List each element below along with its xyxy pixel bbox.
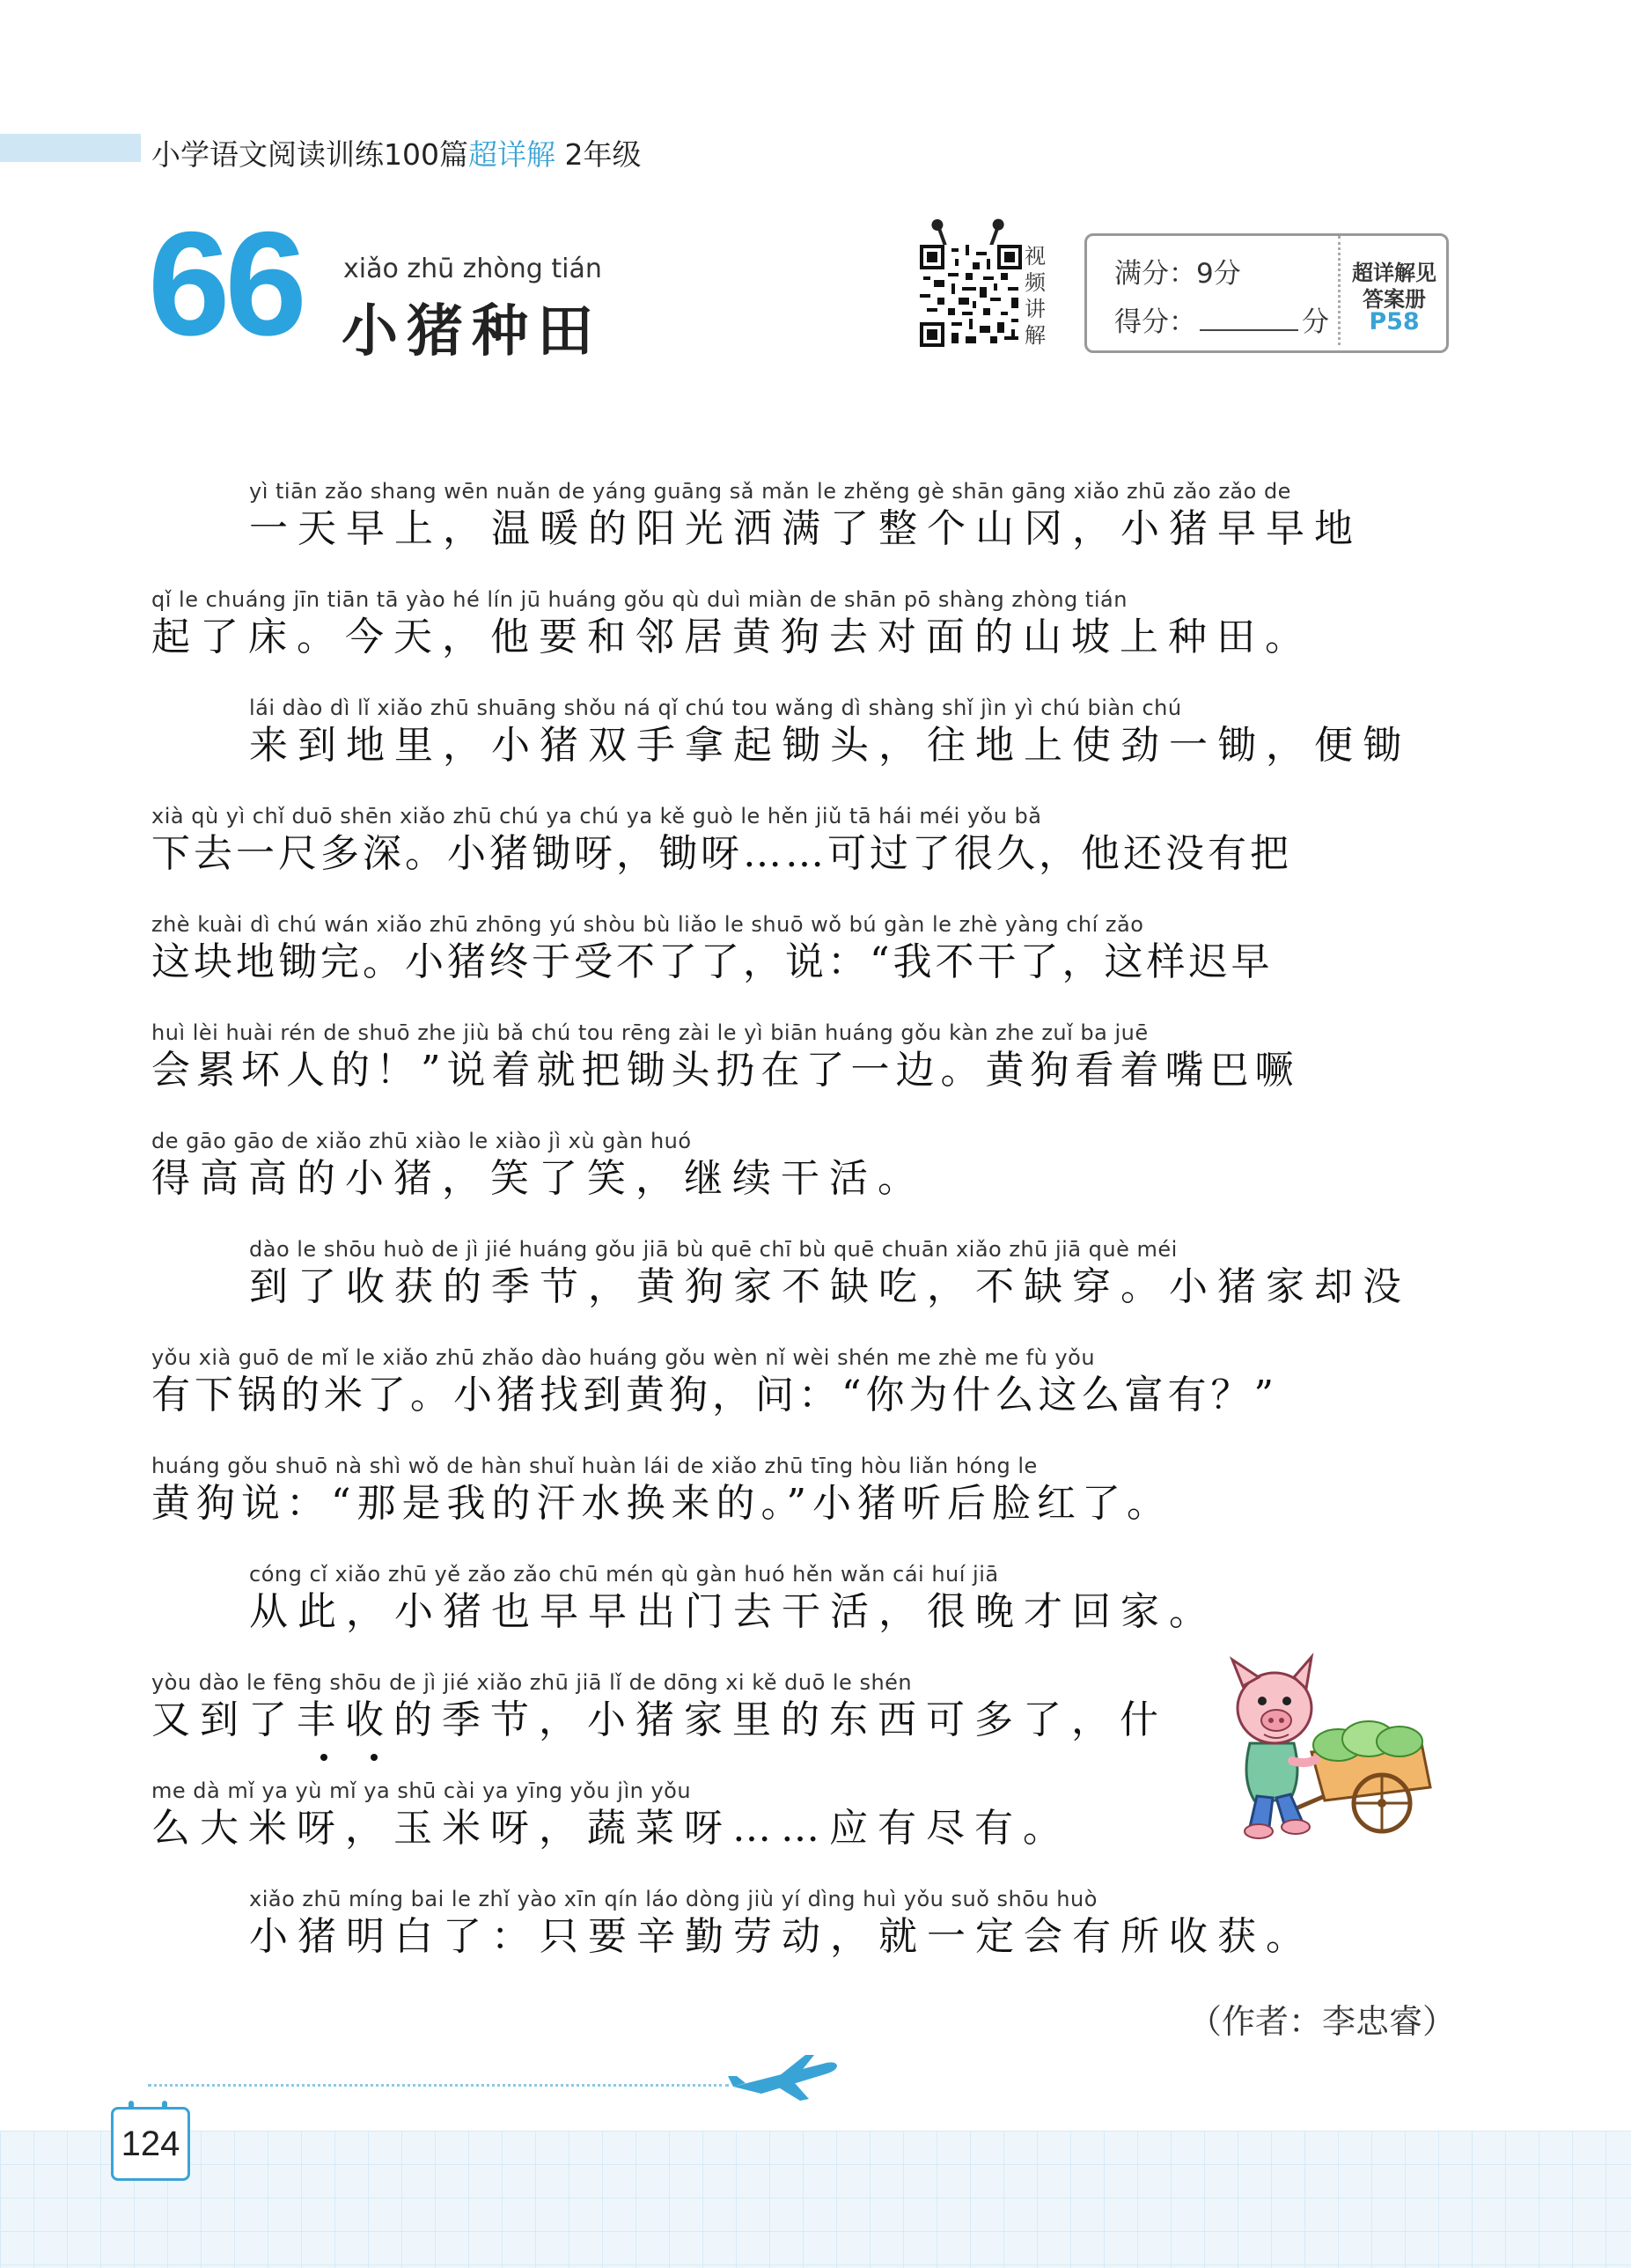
pinyin-line: cóng cǐ xiǎo zhū yě zǎo zǎo chū mén qù gàn huó hěn wǎn cái huí jiā bbox=[249, 1562, 999, 1587]
score-label: 得分： bbox=[1114, 306, 1196, 338]
hanzi-line: 到了收获的季节，黄狗家不缺吃，不缺穿。小猪家却没 bbox=[249, 1264, 1411, 1309]
emphasis-dot bbox=[371, 1754, 378, 1761]
score-blank[interactable] bbox=[1200, 308, 1298, 331]
hanzi-line: 这块地锄完。小猪终于受不了了，说：“我不干了，这样迟早 bbox=[151, 939, 1274, 984]
text-line bbox=[249, 478, 1363, 554]
hanzi-line: 一天早上，温暖的阳光洒满了整个山冈，小猪早早地 bbox=[249, 506, 1363, 551]
answer-ref-line1: 超详解见 bbox=[1352, 261, 1436, 285]
hanzi-line: 黄狗说：“那是我的汗水换来的。”小猪听后脸红了。 bbox=[151, 1481, 1172, 1526]
title-pinyin: xiǎo zhū zhòng tián bbox=[343, 254, 602, 284]
pinyin-line: yòu dào le fēng shōu de jì jié xiǎo zhū jiā lǐ de dōng xi kě duō le shén bbox=[151, 1670, 913, 1695]
qr-label bbox=[1025, 243, 1051, 349]
hanzi-line: 有下锅的米了。小猪找到黄狗，问：“你为什么这么富有？” bbox=[151, 1373, 1278, 1418]
airplane-icon bbox=[726, 2051, 841, 2104]
hanzi-line: 又到了丰收的季节，小猪家里的东西可多了，什 bbox=[151, 1697, 1168, 1742]
hanzi-line: 会累坏人的！”说着就把锄头扔在了一边。黄狗看着嘴巴噘 bbox=[151, 1048, 1300, 1093]
pinyin-line: yì tiān zǎo shang wēn nuǎn de yáng guāng sǎ mǎn le zhěng gè shān gāng xiǎo zhū zǎo zǎo de bbox=[249, 479, 1291, 504]
pinyin-line: xià qù yì chǐ duō shēn xiǎo zhū chú ya chú ya kě guò le hěn jiǔ tā hái méi yǒu bǎ bbox=[151, 804, 1042, 828]
pinyin-line: huáng gǒu shuō nà shì wǒ de hàn shuǐ huàn lái de xiǎo zhū tīng hòu liǎn hóng le bbox=[151, 1454, 1038, 1478]
pinyin-line: me dà mǐ ya yù mǐ ya shū cài ya yīng yǒu jìn yǒu bbox=[151, 1778, 692, 1803]
header-bar bbox=[0, 134, 141, 162]
text-line bbox=[151, 803, 1292, 879]
score-unit: 分 bbox=[1302, 306, 1329, 338]
text-line bbox=[249, 1886, 1314, 1962]
full-score: 满分：9分 bbox=[1114, 258, 1241, 290]
text-line bbox=[249, 695, 1411, 770]
text-line bbox=[151, 1020, 1300, 1095]
qr-label-char: 解 bbox=[1025, 323, 1046, 348]
pinyin-line: qǐ le chuáng jīn tiān tā yào hé lín jū huáng gǒu qù duì miàn de shān pō shàng zhòng tián bbox=[151, 587, 1128, 612]
text-line bbox=[151, 1778, 1071, 1853]
book-header bbox=[151, 132, 642, 173]
dotted-divider bbox=[148, 2084, 729, 2087]
hanzi-line: 从此，小猪也早早出门去干活，很晚才回家。 bbox=[249, 1589, 1217, 1634]
pinyin-line: lái dào dì lǐ xiǎo zhū shuāng shǒu ná qǐ chú tou wǎng dì shàng shǐ jìn yì chú biàn chú bbox=[249, 696, 1182, 720]
pinyin-line: yǒu xià guō de mǐ le xiǎo zhū zhǎo dào huáng gǒu wèn nǐ wèi shén me zhè me fù yǒu bbox=[151, 1345, 1096, 1370]
grade-label: 2年级 bbox=[564, 137, 642, 172]
text-line bbox=[249, 1236, 1411, 1312]
pinyin-line: zhè kuài dì chú wán xiǎo zhū zhōng yú shòu bù liǎo le shuō wǒ bú gàn le zhè yàng chí zǎo bbox=[151, 912, 1144, 937]
hanzi-line: 么大米呀，玉米呀，蔬菜呀……应有尽有。 bbox=[151, 1806, 1071, 1851]
pig-with-cart-illustration bbox=[1206, 1646, 1452, 1849]
qr-label-char: 讲 bbox=[1025, 297, 1046, 321]
answer-page: P58 bbox=[1369, 308, 1420, 335]
lesson-title: 小猪种田 bbox=[342, 299, 602, 364]
hanzi-line: 得高高的小猪，笑了笑，继续干活。 bbox=[151, 1156, 926, 1201]
page-number: 124 bbox=[111, 2107, 190, 2181]
text-line bbox=[151, 1453, 1172, 1528]
pinyin-line: dào le shōu huò de jì jié huáng gǒu jiā bù quē chī bù quē chuān xiǎo zhū jiā què méi bbox=[249, 1237, 1178, 1262]
hanzi-line: 来到地里，小猪双手拿起锄头，往地上使劲一锄，便锄 bbox=[249, 723, 1411, 768]
lesson-number: 66 bbox=[148, 201, 302, 366]
hanzi-line: 下去一尺多深。小猪锄呀，锄呀……可过了很久，他还没有把 bbox=[151, 831, 1292, 876]
text-line bbox=[151, 586, 1313, 662]
pinyin-line: huì lèi huài rén de shuō zhe jiù bǎ chú tou rēng zài le yì biān huáng gǒu kàn zhe zuǐ ba juē bbox=[151, 1020, 1149, 1045]
pinyin-line: xiǎo zhū míng bai le zhǐ yào xīn qín láo dòng jiù yí dìng huì yǒu suǒ shōu huò bbox=[249, 1887, 1098, 1911]
hanzi-line: 小猪明白了：只要辛勤劳动，就一定会有所收获。 bbox=[249, 1914, 1314, 1959]
text-line bbox=[151, 1669, 1168, 1745]
text-line bbox=[151, 1344, 1278, 1420]
qr-label-char: 频 bbox=[1025, 270, 1046, 295]
score-divider bbox=[1338, 236, 1341, 345]
series-highlight: 超详解 bbox=[468, 137, 555, 172]
text-line bbox=[249, 1561, 1217, 1637]
score-field bbox=[1114, 299, 1329, 339]
emphasis-dot bbox=[320, 1754, 327, 1761]
qr-code-icon[interactable] bbox=[920, 245, 1022, 347]
text-line bbox=[151, 911, 1274, 987]
hanzi-line: 起了床。今天，他要和邻居黄狗去对面的山坡上种田。 bbox=[151, 615, 1313, 659]
answer-ref-line2: 答案册 bbox=[1363, 287, 1426, 312]
series-title: 小学语文阅读训练100篇 bbox=[151, 137, 468, 172]
author-credit: （作者：李忠睿） bbox=[1188, 2002, 1457, 2041]
footer-grid-background bbox=[0, 2131, 1631, 2268]
pinyin-line: de gāo gāo de xiǎo zhū xiào le xiào jì xù gàn huó bbox=[151, 1129, 692, 1153]
qr-label-char: 视 bbox=[1025, 244, 1046, 269]
text-line bbox=[151, 1128, 926, 1204]
